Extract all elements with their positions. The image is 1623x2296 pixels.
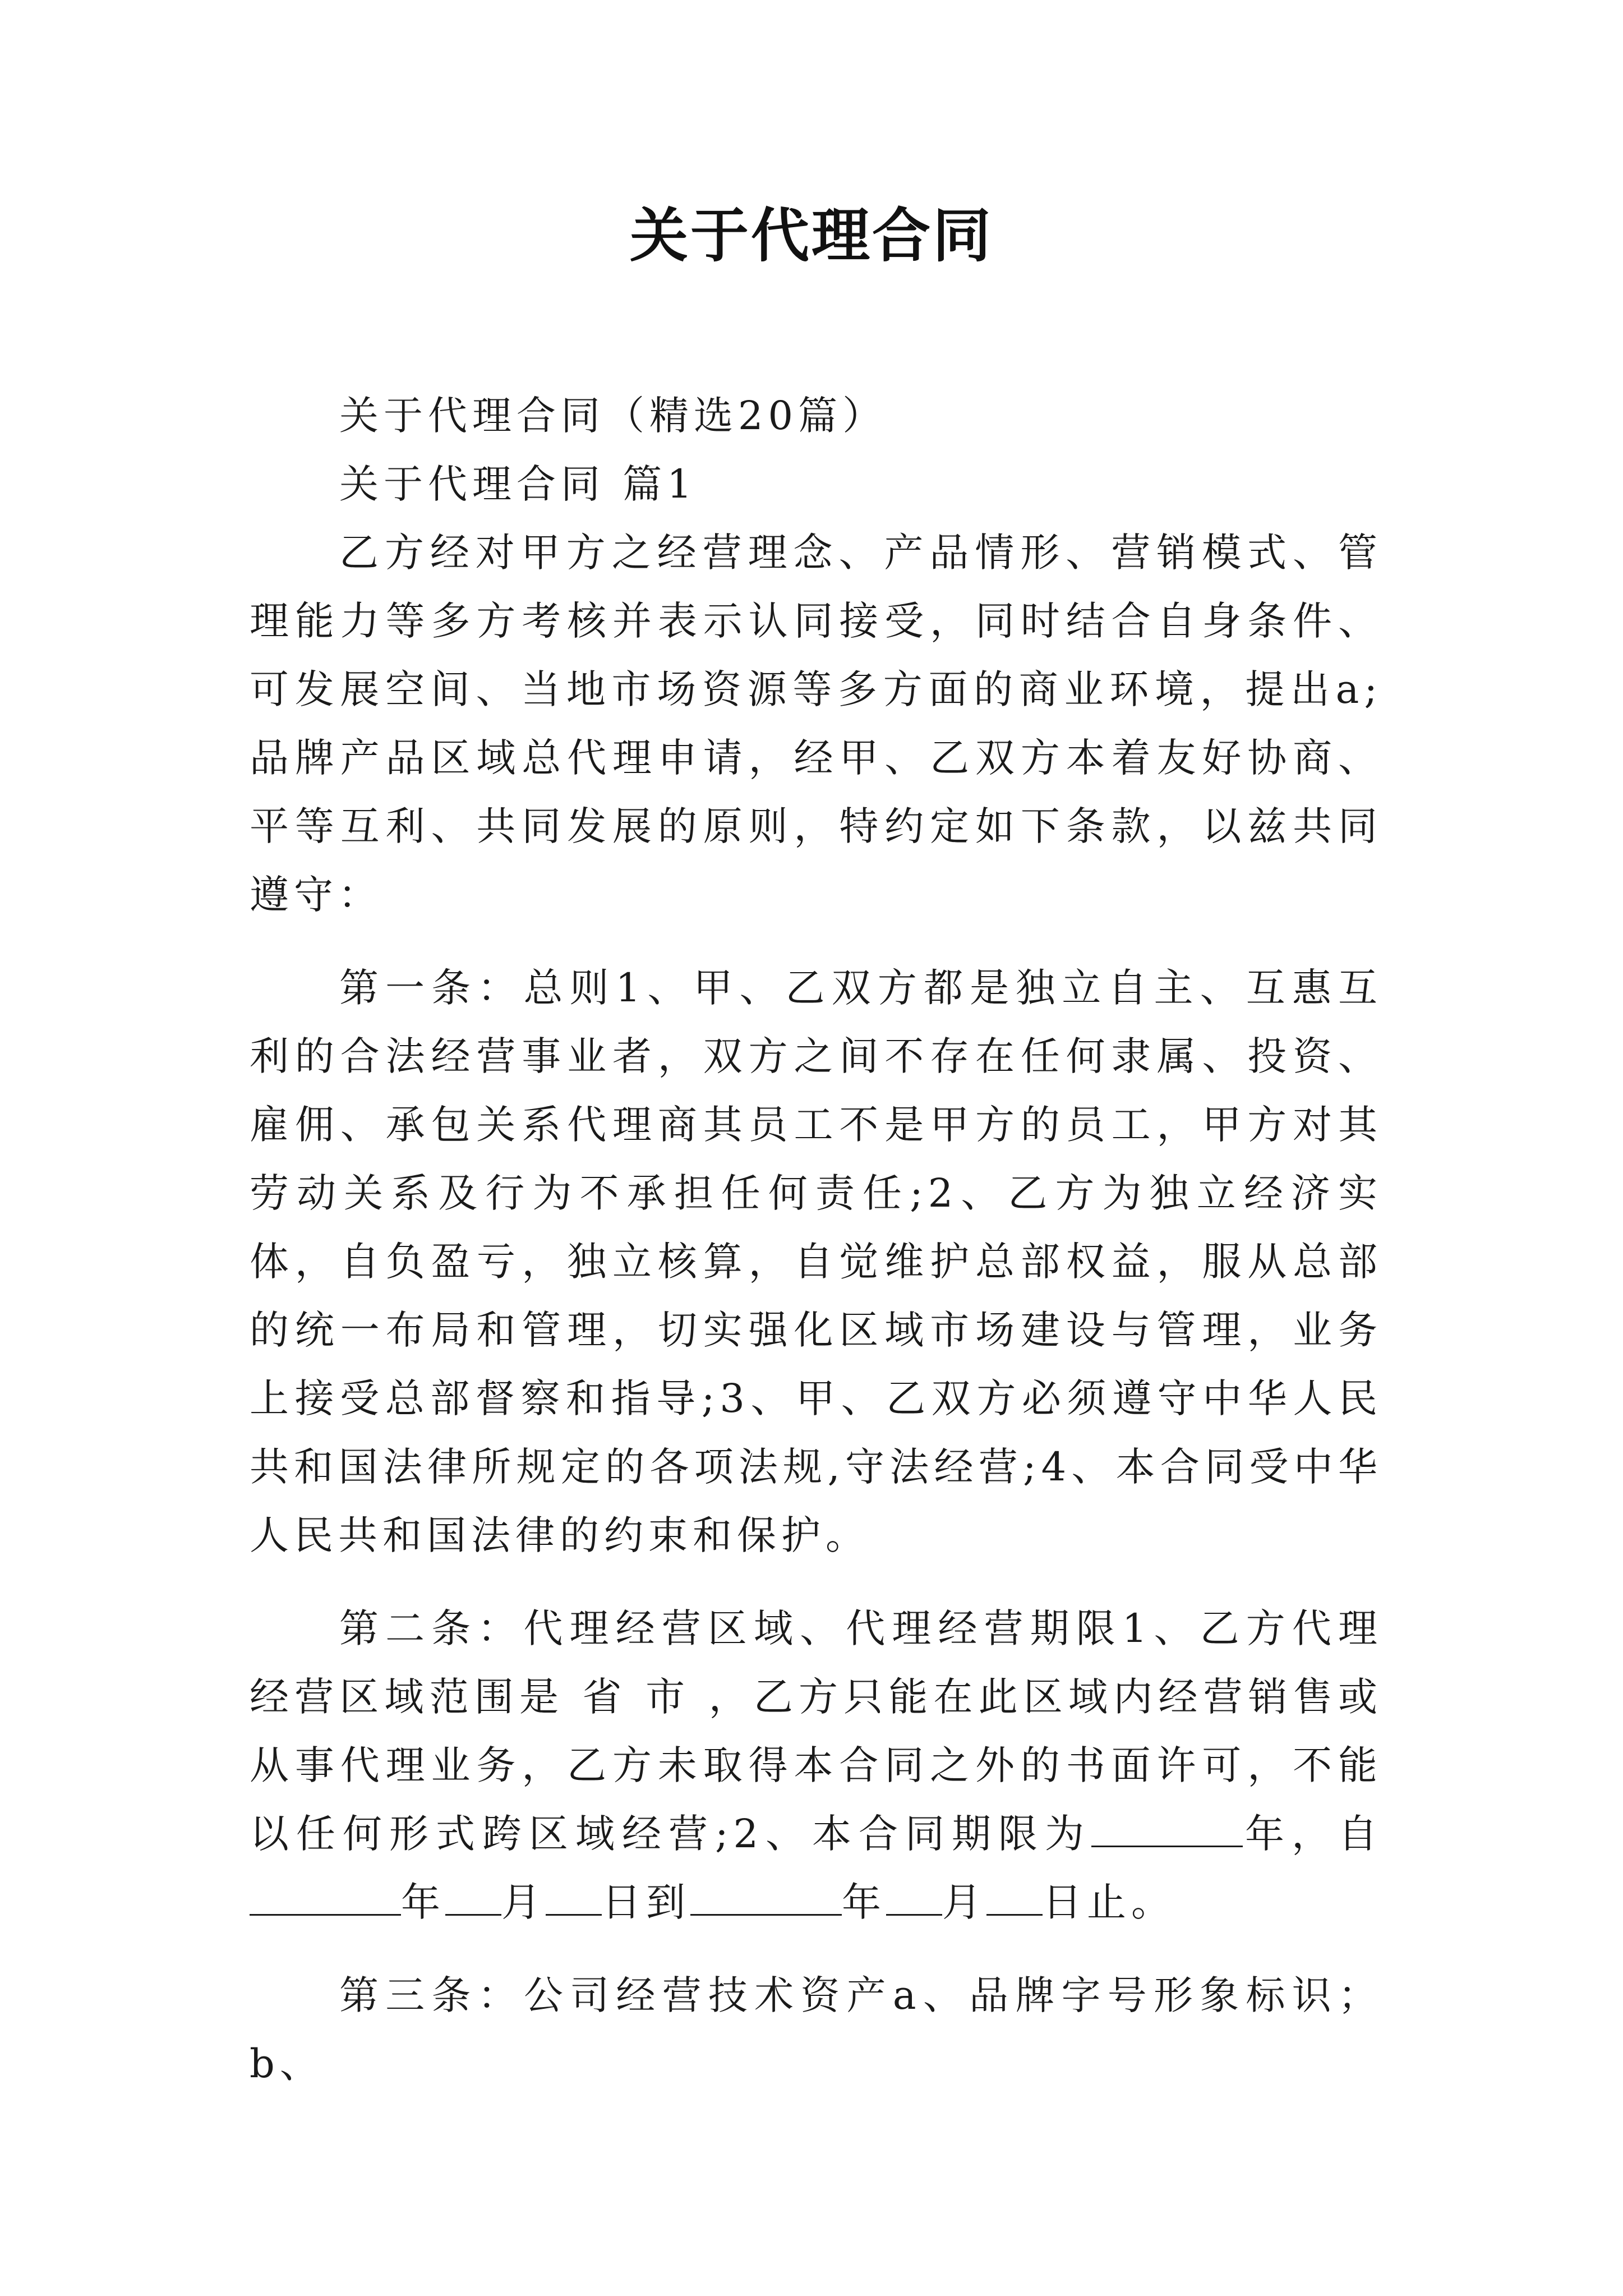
end-year-blank[interactable] — [690, 1880, 842, 1916]
start-year-blank[interactable] — [250, 1880, 401, 1916]
paragraph-article-one: 第一条：总则1、甲、乙双方都是独立自主、互惠互利的合法经营事业者，双方之间不存在任何隶属、投资、雇佣、承包关系代理商其员工不是甲方的员工，甲方对其劳动关系及行为不承担任何责任;2、乙方为独立经济实体，自负盈亏，独立核算，自觉维护总部权益，服从总部的统一布局和管理，切实强化区域市场建设与管理，业务上接受总部督察和指导;3、甲、乙双方必须遵守中华人民共和国法律所规定的各项法规,守法经营;4、本合同受中华人民共和国法律的约束和保护。 — [250, 965, 1382, 1558]
start-year-unit: 年 — [401, 1879, 445, 1925]
start-month-unit: 月 — [501, 1879, 546, 1925]
section-heading: 关于代理合同 篇1 — [339, 461, 697, 507]
end-year-unit: 年 — [842, 1879, 886, 1925]
term-years-blank[interactable] — [1091, 1812, 1243, 1847]
paragraph-intro: 乙方经对甲方之经营理念、产品情形、营销模式、管理能力等多方考核并表示认同接受，同时结合自身条件、可发展空间、当地市场资源等多方面的商业环境，提出a;品牌产品区域总代理申请，经甲、乙双方本着友好协商、平等互利、共同发展的原则，特约定如下条款，以兹共同遵守： — [250, 530, 1382, 918]
end-day-blank[interactable] — [986, 1880, 1043, 1916]
document-subtitle: 关于代理合同（精选20篇） — [339, 393, 887, 439]
paragraph-article-three: 第三条：公司经营技术资产a、品牌字号形象标识；b、 — [250, 1972, 1382, 2087]
day-to-word: 日到 — [602, 1879, 690, 1925]
document-title: 关于代理合同 — [629, 201, 993, 270]
paragraph-article-two — [250, 1594, 1382, 1936]
day-end-word: 日止。 — [1043, 1879, 1175, 1925]
article-two-text: 第二条：代理经营区域、代理经营期限1、乙方代理经营区域范围是 省 市 ，乙方只能在此区域内经营销售或从事代理业务，乙方未取得本合同之外的书面许可，不能以任何形式跨区域经营;2、本合同期限为 — [250, 1605, 1382, 1857]
document-body — [250, 381, 1382, 2123]
start-month-blank[interactable] — [445, 1880, 501, 1916]
start-day-blank[interactable] — [546, 1880, 602, 1916]
end-month-unit: 月 — [942, 1879, 986, 1925]
year-unit: 年 — [1243, 1811, 1292, 1857]
from-word: ，自 — [1292, 1811, 1383, 1857]
end-month-blank[interactable] — [886, 1880, 942, 1916]
